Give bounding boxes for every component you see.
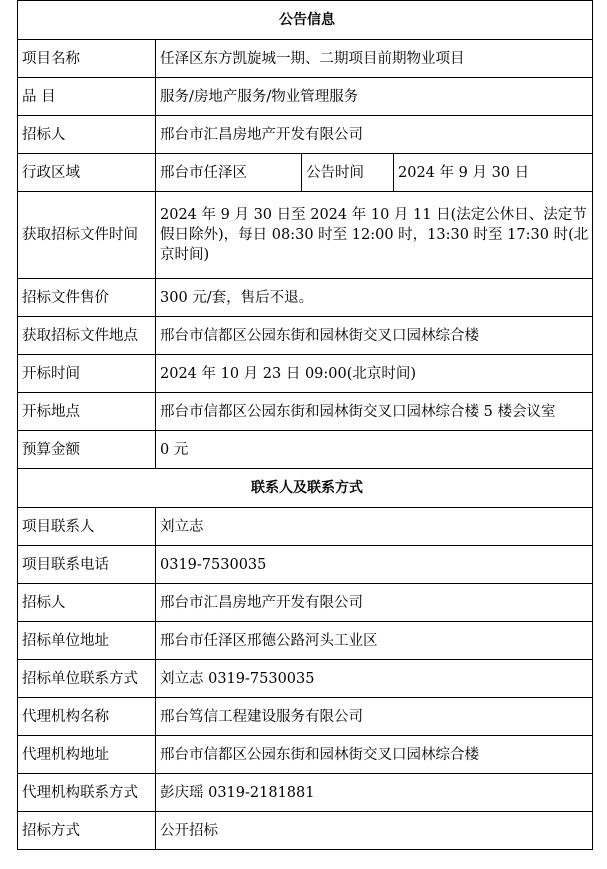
row-project-name — [18, 40, 593, 78]
row-contact-phone — [18, 546, 593, 584]
value-agency-contact: 彭庆瑶 0319-2181881 — [156, 774, 593, 812]
label-open-place: 开标地点 — [18, 393, 156, 431]
row-region — [18, 154, 593, 192]
row-budget — [18, 431, 593, 469]
value-tenderer-2: 邢台市汇昌房地产开发有限公司 — [156, 584, 593, 622]
section-header-row — [18, 1, 593, 40]
label-contact-phone: 项目联系电话 — [18, 546, 156, 584]
value-open-place: 邢台市信都区公园东街和园林街交叉口园林综合楼 5 楼会议室 — [156, 393, 593, 431]
label-project-name: 项目名称 — [18, 40, 156, 78]
label-agency-name: 代理机构名称 — [18, 698, 156, 736]
value-budget: 0 元 — [156, 431, 593, 469]
value-contact-phone: 0319-7530035 — [156, 546, 593, 584]
row-tenderer-contact — [18, 660, 593, 698]
label-open-time: 开标时间 — [18, 355, 156, 393]
row-contact-person — [18, 508, 593, 546]
section-title-contacts: 联系人及联系方式 — [18, 469, 593, 508]
value-category: 服务/房地产服务/物业管理服务 — [156, 78, 593, 116]
value-tenderer: 邢台市汇昌房地产开发有限公司 — [156, 116, 593, 154]
row-agency-contact — [18, 774, 593, 812]
row-tenderer-2 — [18, 584, 593, 622]
label-doc-price: 招标文件售价 — [18, 279, 156, 317]
label-agency-address: 代理机构地址 — [18, 736, 156, 774]
value-agency-address: 邢台市信都区公园东街和园林街交叉口园林综合楼 — [156, 736, 593, 774]
value-project-name: 任泽区东方凯旋城一期、二期项目前期物业项目 — [156, 40, 593, 78]
row-doc-time — [18, 192, 593, 279]
label-doc-time: 获取招标文件时间 — [18, 192, 156, 279]
label-tenderer: 招标人 — [18, 116, 156, 154]
label-contact-person: 项目联系人 — [18, 508, 156, 546]
row-tenderer — [18, 116, 593, 154]
value-method: 公开招标 — [156, 812, 593, 850]
value-agency-name: 邢台笃信工程建设服务有限公司 — [156, 698, 593, 736]
label-region: 行政区域 — [18, 154, 156, 192]
value-open-time: 2024 年 10 月 23 日 09:00(北京时间) — [156, 355, 593, 393]
value-region: 邢台市任泽区 — [156, 154, 302, 192]
label-tenderer-address: 招标单位地址 — [18, 622, 156, 660]
row-open-time — [18, 355, 593, 393]
value-announce-date: 2024 年 9 月 30 日 — [394, 154, 593, 192]
value-tenderer-address: 邢台市任泽区邢德公路河头工业区 — [156, 622, 593, 660]
value-contact-person: 刘立志 — [156, 508, 593, 546]
label-method: 招标方式 — [18, 812, 156, 850]
label-tenderer-2: 招标人 — [18, 584, 156, 622]
value-doc-price: 300 元/套，售后不退。 — [156, 279, 593, 317]
label-doc-place: 获取招标文件地点 — [18, 317, 156, 355]
row-category — [18, 78, 593, 116]
value-doc-place: 邢台市信都区公园东街和园林街交叉口园林综合楼 — [156, 317, 593, 355]
row-doc-price — [18, 279, 593, 317]
section-title-announcement: 公告信息 — [18, 1, 593, 40]
section-header-row-2 — [18, 469, 593, 508]
announcement-table — [17, 0, 593, 850]
value-doc-time: 2024 年 9 月 30 日至 2024 年 10 月 11 日(法定公休日、法定节假日除外)，每日 08:30 时至 12:00 时，13:30 时至 17:30 时(北京时间) — [156, 192, 593, 279]
row-doc-place — [18, 317, 593, 355]
row-tenderer-address — [18, 622, 593, 660]
label-announce-date: 公告时间 — [302, 154, 394, 192]
row-agency-name — [18, 698, 593, 736]
row-open-place — [18, 393, 593, 431]
label-category: 品 目 — [18, 78, 156, 116]
row-agency-address — [18, 736, 593, 774]
label-tenderer-contact: 招标单位联系方式 — [18, 660, 156, 698]
label-agency-contact: 代理机构联系方式 — [18, 774, 156, 812]
value-tenderer-contact: 刘立志 0319-7530035 — [156, 660, 593, 698]
label-budget: 预算金额 — [18, 431, 156, 469]
row-method — [18, 812, 593, 850]
